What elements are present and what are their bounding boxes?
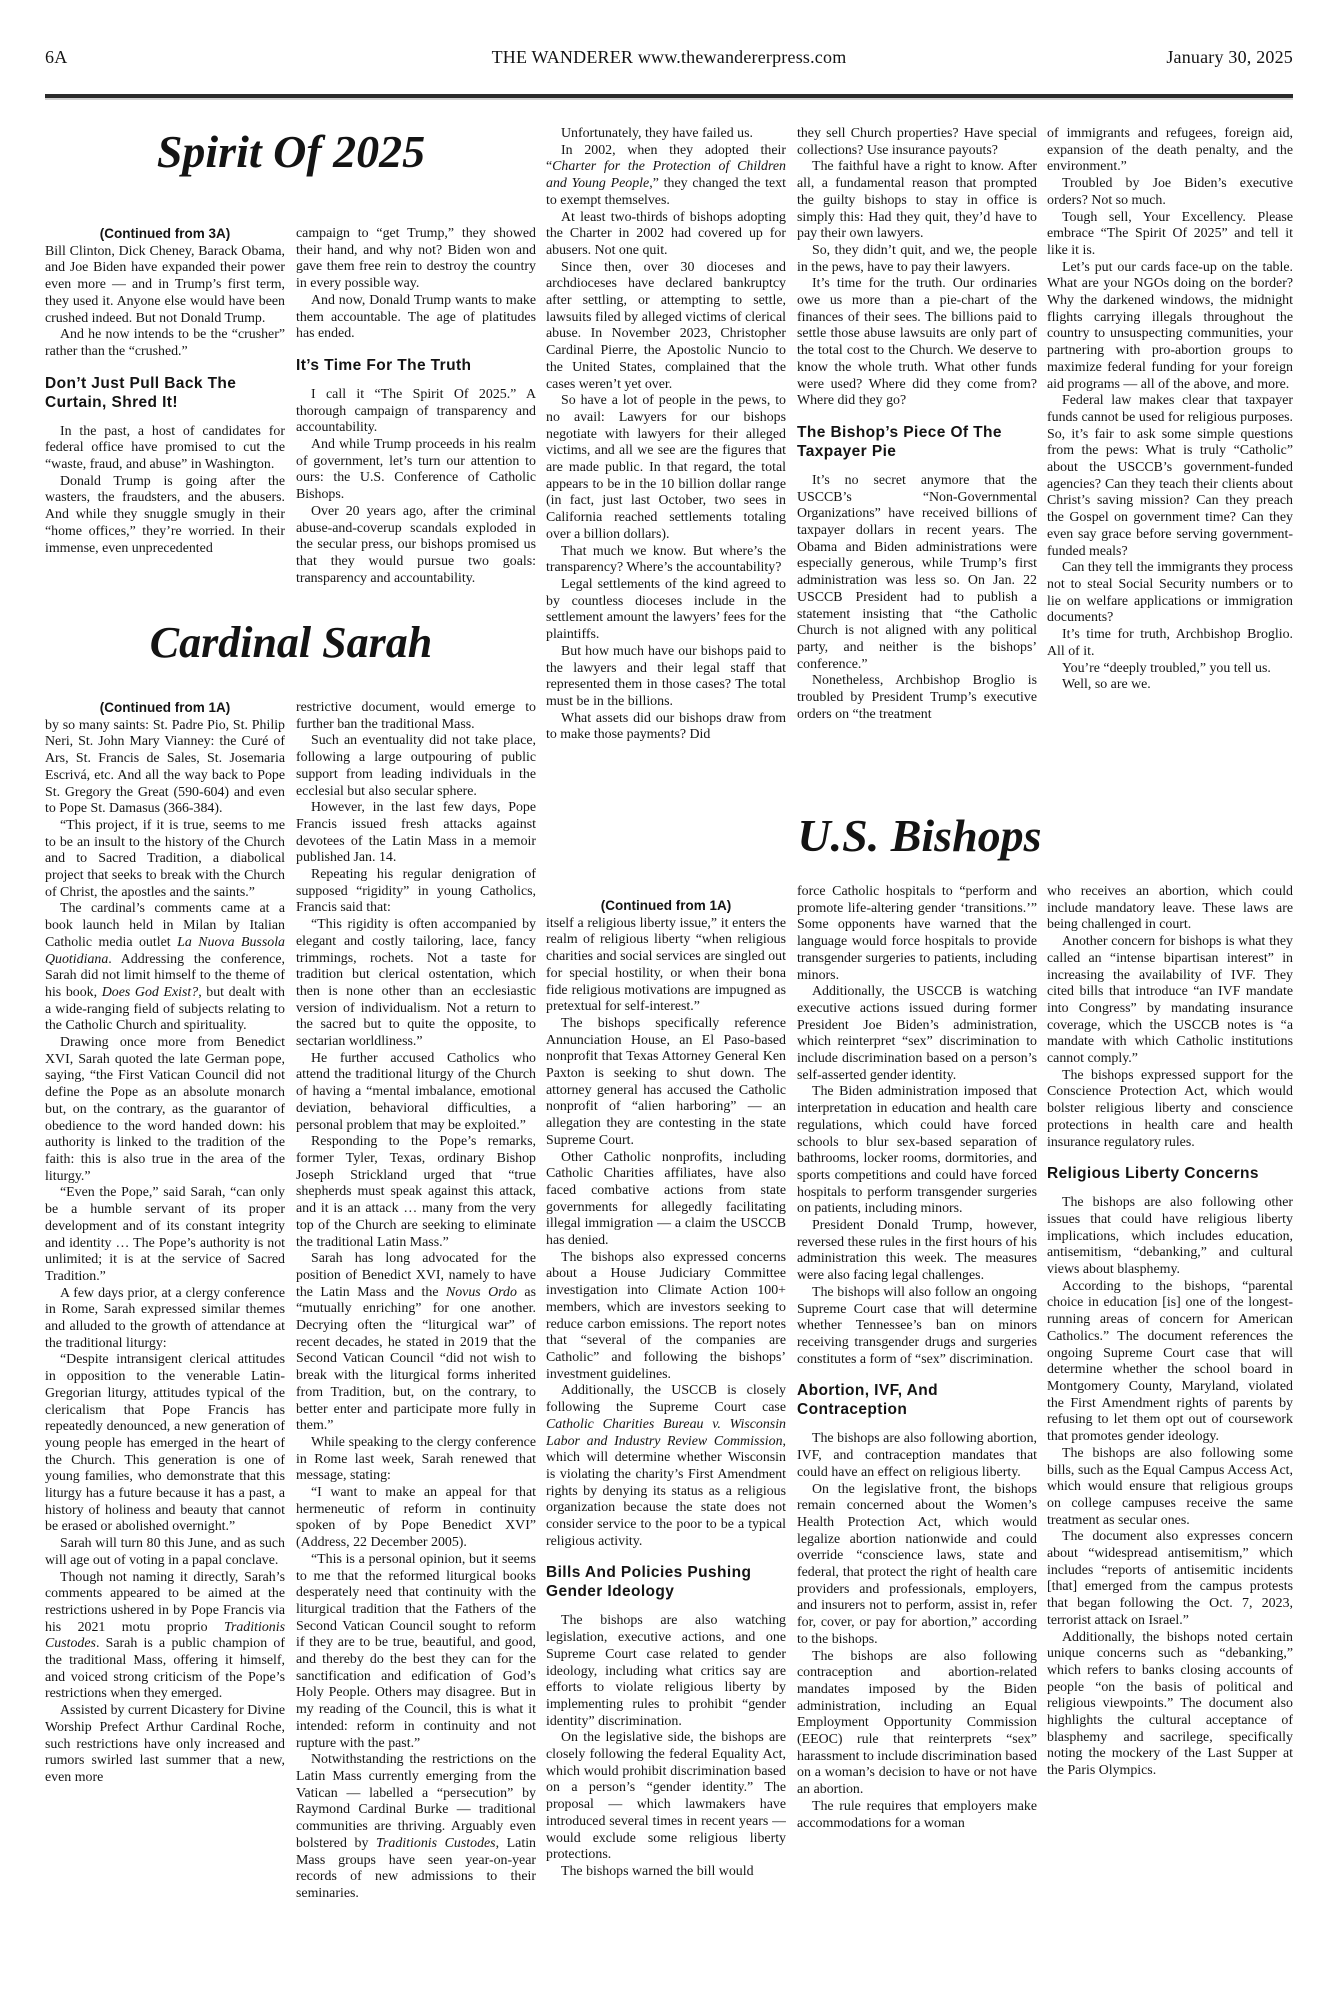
article-paragraph: Legal settlements of the kind agreed to by countless dioceses include in the settlement amount the lawyers’ fees for the plaintiffs. [546, 576, 786, 643]
section-subhead: Abortion, IVF, And Contraception [797, 1382, 938, 1419]
article-column [296, 226, 536, 640]
article-paragraph: Additionally, the USCCB is watching executive actions issued during former President Joe Biden’s administration, which reinterpret “sex” discrimination to include discrimination based on a person’s self-asserted gender identity. [797, 984, 1037, 1083]
article-column [45, 226, 285, 640]
article-paragraph: Well, so are we. [1062, 677, 1151, 693]
article-paragraph: by so many saints: St. Padre Pio, St. Philip Neri, St. John Mary Vianney: the Curé of Ars, St. Francis de Sales, St. Josemaria Escrivá, etc. And all the way back to Pope St. Gregory the Great (590-604) and even to Pope St. Damasus (366-384). [45, 717, 285, 817]
article-paragraph: force Catholic hospitals to “perform and promote life-altering gender ‘transitions.’” Some opponents have warned that the language would force hospitals to provide transgender surgeries to patients, including minors. [797, 884, 1037, 983]
article-column [296, 700, 536, 1962]
section-subhead: Don’t Just Pull Back The Curtain, Shred It! [45, 374, 237, 411]
article-paragraph: Another concern for bishops is what they called an “intense bipartisan interest” in increasing the availability of IVF. They cited bills that introduce “an IVF mandate into Congress” by mandating insurance coverage, which the USCCB notes is “a mandate with which Catholic institutions cannot comply.” [1047, 934, 1293, 1067]
article-paragraph: Can they tell the immigrants they process not to steal Social Security numbers or to lie on welfare applications or immigration documents? [1047, 560, 1293, 626]
article-paragraph: Though not naming it directly, Sarah’s comments appeared to be aimed at the restrictions ushered in by Pope Francis via his 2021 motu proprio Traditionis Custodes. Sarah is a public champion of the traditional Mass, offering it himself, and voiced strong criticism of the Pope’s restrictions when they emerged. [45, 1569, 285, 1702]
article-paragraph: Sarah will turn 80 this June, and as such will age out of voting in a papal conclave. [45, 1536, 285, 1568]
article-paragraph: who receives an abortion, which could include mandatory leave. These laws are being challenged in court. [1047, 884, 1293, 933]
article-paragraph: On the legislative side, the bishops are closely following the federal Equality Act, which would prohibit discrimination based on a person’s “gender identity.” The proposal — which lawmakers have introduced several times in recent years — would exclude some religious liberty protections. [546, 1730, 786, 1863]
article-paragraph: And he now intends to be the “crusher” rather than the “crushed.” [45, 327, 285, 359]
article-paragraph: Responding to the Pope’s remarks, former Tyler, Texas, ordinary Bishop Joseph Strickland urged that “true shepherds must speak against this attack, and it is an attack … many from the very top of the Church are seeking to eliminate the traditional Latin Mass.” [296, 1134, 536, 1250]
article-paragraph: Additionally, the USCCB is closely following the Supreme Court case Catholic Charities Bureau v. Wisconsin Labor and Industry Review Commission, which will determine whether Wisconsin is violating the charity’s First Amendment rights by denying its status as a religious organization because the state does not consider service to the poor to be a typical religious activity. [546, 1383, 786, 1549]
article-paragraph: The faithful have a right to know. After all, a fundamental reason that prompted the guilty bishops to stay in office is simply this: Had they quit, they’d have to pay their own lawyers. [797, 159, 1037, 242]
article-paragraph: In 2002, when they adopted their “Charter for the Protection of Children and Young People,” they changed the text to exempt themselves. [546, 142, 786, 208]
article-paragraph: The bishops specifically reference Annunciation House, an El Paso-based nonprofit that Texas Attorney General Ken Paxton is seeking to shut down. The attorney general has accused the Catholic nonprofit of “alien harboring” — an allegation they are contesting in the state Supreme Court. [546, 1015, 786, 1148]
article-paragraph: What assets did our bishops draw from to make those payments? Did [546, 710, 786, 743]
article-paragraph: In the past, a host of candidates for federal office have promised to cut the “waste, fraud, and abuse” in Washington. [45, 423, 285, 473]
article-paragraph: He further accused Catholics who attend the traditional liturgy of the Church of having a “mental imbalance, emotional deviation, behavioral difficulties, a personal problem that may be exploited.” [296, 1050, 536, 1133]
article-paragraph: So have a lot of people in the pews, to no avail: Lawyers for our bishops negotiate with lawyers for their alleged victims, and all we see are the figures that are made public. In that regard, the total appears to be in the 10 billion dollar range (in fact, just last October, two sees in California reached settlements totaling over a billion dollars). [546, 393, 786, 542]
article-paragraph: The bishops are also watching legislation, executive actions, and one Supreme Court case related to gender ideology, including what critics say are efforts to violate religious liberty by implementing rules to prohibit “gender identity” discrimination. [546, 1613, 786, 1729]
article-title-us-bishops: U.S. Bishops [797, 810, 1042, 861]
article-column [1047, 126, 1293, 802]
article-paragraph: of immigrants and refugees, foreign aid, expansion of the death penalty, and the environment.” [1047, 126, 1293, 175]
article-column [797, 126, 1037, 802]
article-paragraph: “This is a personal opinion, but it seems to me that the reformed liturgical books desperately need that continuity with the liturgical tradition that the Fathers of the Second Vatican Council sought to reform if they are to be true, beautiful, and good, and thereby do the best they can for the sanctification and edification of God’s Holy People. Others may disagree. But in my reading of the Council, this is what it intended: reform in continuity and not rupture with the past.” [296, 1551, 536, 1751]
article-paragraph: The rule requires that employers make accommodations for a woman [797, 1798, 1037, 1831]
article-paragraph: “This rigidity is often accompanied by elegant and costly tailoring, lace, fancy trimmings, rochets. Not a taste for tradition but clerical ostentation, which then is none other than an ecclesiastic version of individualism. Not a return to the sacred but to quite the opposite, to sectarian worldliness.” [296, 917, 536, 1050]
continued-from-note: (Continued from 3A) [99, 226, 231, 241]
article-paragraph: The bishops are also following other issues that could have religious liberty implications, which includes education, antisemitism, “debanking,” and cultural views about blasphemy. [1047, 1195, 1293, 1278]
article-paragraph: Sarah has long advocated for the position of Benedict XVI, namely to have the Latin Mass and the Novus Ordo as “mutually enriching” for one another. Decrying often the “liturgical war” of recent decades, he stated in 2019 that the Second Vatican Council “did not wish to break with the liturgical forms inherited from Tradition, but, on the contrary, to better enter and participate more fully in them.” [296, 1251, 536, 1434]
page-number: 6A [45, 47, 68, 67]
continued-from-note: (Continued from 1A) [600, 898, 732, 913]
article-paragraph: Drawing once more from Benedict XVI, Sarah quoted the late German pope, saying, “the First Vatican Council did not define the Pope as an absolute monarch but, on the contrary, as the guarantor of obedience to the word handed down: his authority is linked to the tradition of the faith: this is also true in the area of the liturgy.” [45, 1035, 285, 1184]
article-paragraph: “This project, if it is true, seems to me to be an insult to the history of the Church and to Sacred Tradition, a diabolical project that seeks to break with the Church of Christ, the apostles and the saints.” [45, 817, 285, 900]
article-paragraph: The Biden administration imposed that interpretation in education and health care regulations, which could have forced schools to blur sex-based separation of bathrooms, locker rooms, dormitories, and sports competitions and could have forced hospitals to perform transgender surgeries on patients, including minors. [797, 1084, 1037, 1217]
article-paragraph: Since then, over 30 dioceses and archdioceses have declared bankruptcy after settling, or attempting to settle, lawsuits filed by alleged victims of clerical abuse. In November 2023, Christopher Cardinal Pierre, the Apostolic Nuncio to the United States, complained that the cases weren’t yet over. [546, 259, 786, 392]
article-paragraph: You’re “deeply troubled,” you tell us. [1062, 660, 1271, 676]
section-subhead: Bills And Policies Pushing Gender Ideology [546, 1564, 752, 1601]
article-paragraph: itself a religious liberty issue,” it enters the realm of religious liberty “when religious charities and social services are singled out for special hostility, or when their bona fide religious motivations are impugned as pretextual for self-interest.” [546, 915, 786, 1015]
article-paragraph: Over 20 years ago, after the criminal abuse-and-coverup scandals exploded in the secular press, our bishops promised us that they would pursue two goals: transparency and accountability. [296, 503, 536, 586]
article-paragraph: That much we know. But where’s the transparency? Where’s the accountability? [546, 543, 786, 576]
article-paragraph: And while Trump proceeds in his realm of government, let’s turn our attention to ours: the U.S. Conference of Catholic Bishops. [296, 437, 536, 503]
article-paragraph: Nonetheless, Archbishop Broglio is troubled by President Trump’s executive orders on “the treatment [797, 673, 1037, 722]
article-paragraph: Bill Clinton, Dick Cheney, Barack Obama, and Joe Biden have expanded their power even more — and in Trump’s first term, they used it. Anyone else would have been crushed indeed. But not Donald Trump. [45, 243, 285, 326]
article-title-cardinal-sarah: Cardinal Sarah [149, 618, 433, 667]
article-paragraph: “Despite intransigent clerical attitudes in opposition to the venerable Latin-Gregorian liturgy, attitudes typical of the clericalism that Pope Francis has repeatedly denounced, a new generation of young people has emerged in the heart of the Church. This generation is one of young families, who demonstrate that this liturgy has a future because it has a past, a history of holiness and beauty that cannot be erased or abolished overnight.” [45, 1352, 285, 1535]
article-paragraph: Unfortunately, they have failed us. [561, 126, 753, 141]
article-paragraph: Notwithstanding the restrictions on the Latin Mass currently emerging from the Vatican — labelled a “persecution” by Raymond Cardinal Burke — traditional communities are thriving. Arguably even bolstered by Traditionis Custodes, Latin Mass groups have seen year-on-year records of new admissions to their seminaries. [296, 1752, 536, 1901]
article-paragraph: Other Catholic nonprofits, including Catholic Charities affiliates, have also faced combative actions from state governments for allegedly facilitating illegal immigration — a claim the USCCB has denied. [546, 1149, 786, 1249]
article-column [1047, 884, 1293, 1962]
section-subhead: Religious Liberty Concerns [1047, 1165, 1259, 1183]
article-title-spirit-of-2025: Spirit Of 2025 [156, 126, 426, 177]
article-paragraph: Assisted by current Dicastery for Divine Worship Prefect Arthur Cardinal Roche, such restrictions have only increased and rumors swirled last summer that a new, even more [45, 1703, 285, 1785]
article-paragraph: A few days prior, at a clergy conference in Rome, Sarah expressed similar themes and alluded to the growth of attendance at the traditional liturgy: [45, 1285, 285, 1351]
article-paragraph: The bishops are also following contraception and abortion-related mandates imposed by the Biden administration, including an Equal Employment Opportunity Commission (EEOC) rule that reinterprets “sex” harassment to include discrimination based on a woman’s decision to have or not have an abortion. [797, 1648, 1037, 1798]
article-paragraph: Donald Trump is going after the wasters, the fraudsters, and the abusers. And while they snuggle smugly in their “home offices,” they’re worried. In their immense, even unprecedented [45, 473, 285, 556]
article-paragraph: The document also expresses concern about “widespread antisemitism,” which includes “reports of antisemitic incidents [that] emerged from the campus protests that began following the Oct. 7, 2023, terrorist attack on Israel.” [1047, 1529, 1293, 1628]
article-paragraph: According to the bishops, “parental choice in education [is] one of the longest-running areas of concern for American Catholics.” The document references the ongoing Supreme Court case that will determine whether the school board in Montgomery County, Maryland, violated the First Amendment rights of parents by refusing to let them opt out of coursework that promotes gender ideology. [1047, 1278, 1293, 1445]
article-paragraph: The bishops will also follow an ongoing Supreme Court case that will determine whether Tennessee’s ban on minors receiving transgender drugs and surgeries constitutes a form of “sex” discrimination. [797, 1284, 1037, 1367]
article-paragraph: Tough sell, Your Excellency. Please embrace “The Spirit Of 2025” and tell it like it is. [1047, 209, 1293, 258]
issue-date: January 30, 2025 [1166, 47, 1293, 67]
article-paragraph: “I want to make an appeal for that hermeneutic of reform in continuity spoken of by Pope Benedict XVI” (Address, 22 December 2005). [296, 1485, 536, 1551]
article-paragraph: “Even the Pope,” said Sarah, “can only be a humble servant of its proper development and of its constant integrity and identity … The Pope’s authority is not unlimited; it is at the service of Sacred Tradition.” [45, 1185, 285, 1284]
article-paragraph: While speaking to the clergy conference in Rome last week, Sarah renewed that message, stating: [296, 1434, 536, 1484]
article-paragraph: It’s time for the truth. Our ordinaries owe us more than a pie-chart of the finances of their sees. The billions paid to settle those abuse lawsuits are only part of the total cost to the Church. We deserve to know the whole truth. What other funds were used? Where did they come from? Where did they go? [797, 276, 1037, 409]
article-paragraph: And now, Donald Trump wants to make them accountable. The age of platitudes has ended. [296, 292, 536, 342]
article-paragraph: they sell Church properties? Have special collections? Use insurance payouts? [797, 126, 1037, 158]
article-paragraph: Additionally, the bishops noted certain unique concerns such as “debanking,” which refers to banks closing accounts of people “on the basis of political and religious viewpoints.” The document also highlights the cultural acceptance of blasphemy and sacrilege, specifically noting the mockery of the Last Supper at the Paris Olympics. [1047, 1629, 1293, 1779]
article-paragraph: campaign to “get Trump,” they showed their hand, and why not? Biden won and gave them free rein to destroy the country in every possible way. [296, 226, 536, 292]
section-subhead: The Bishop’s Piece Of The Taxpayer Pie [797, 423, 1002, 460]
section-subhead: It’s Time For The Truth [296, 356, 472, 374]
article-paragraph: The bishops are also following some bills, such as the Equal Campus Access Act, which would ensure that religious groups on college campuses receive the same treatment as secular ones. [1047, 1445, 1293, 1528]
article-paragraph: However, in the last few days, Pope Francis issued fresh attacks against devotees of the Latin Mass in a memoir published Jan. 14. [296, 800, 536, 866]
article-paragraph: At least two-thirds of bishops adopting the Charter in 2002 had covered up for abusers. Not one quit. [546, 209, 786, 258]
article-paragraph: The bishops warned the bill would [561, 1863, 754, 1879]
article-paragraph: President Donald Trump, however, reversed these rules in the first hours of his administration this week. The measures were also facing legal challenges. [797, 1218, 1037, 1284]
article-paragraph: Let’s put our cards face-up on the table. What are your NGOs doing on the border? Why the darkened windows, the midnight flights carrying illegals throughout the country to unsuspecting communities, your partnering with pro-abortion groups to maximize federal funding for your foreign aid programs — all of the above, and more. [1047, 259, 1293, 392]
article-paragraph: restrictive document, would emerge to further ban the traditional Mass. [296, 700, 536, 732]
article-paragraph: On the legislative front, the bishops remain concerned about the Women’s Health Protection Act, which would legalize abortion nationwide and could override “conscience laws, state and federal, that protect the right of health care providers and professionals, employers, and insurers not to perform, assist in, refer for, cover, or pay for abortion,” according to the bishops. [797, 1481, 1037, 1647]
header-rule [45, 94, 1293, 98]
article-paragraph: The bishops are also following abortion, IVF, and contraception mandates that could have an effect on religious liberty. [797, 1431, 1037, 1480]
article-paragraph: Such an eventuality did not take place, following a large outpouring of public support from leading individuals in the ecclesial but also secular sphere. [296, 733, 536, 799]
article-column [797, 884, 1037, 1962]
article-paragraph: Repeating his regular denigration of supposed “rigidity” in young Catholics, Francis said that: [296, 867, 536, 916]
article-paragraph: Federal law makes clear that taxpayer funds cannot be used for religious purposes. So, it’s fair to ask some simple questions from the pews: What is truly “Catholic” about the USCCB’s government-funded agencies? Can they teach their clients about Christ’s saving mission? Can they preach the Gospel on government time? Can they even say grace before serving government-funded meals? [1047, 393, 1293, 559]
article-paragraph: The cardinal’s comments came at a book launch held in Milan by Italian Catholic media outlet La Nuova Bussola Quotidiana. Addressing the conference, Sarah did not limit himself to the theme of his book, Does God Exist?, but dealt with a wide-ranging field of subjects relating to the Catholic Church and spirituality. [45, 901, 285, 1034]
article-paragraph: The bishops also expressed concerns about a House Judiciary Committee investigation into Climate Action 100+ members, which are investors seeking to reduce carbon emissions. The report notes that “several of the companies are Catholic” and following the bishops’ investment guidelines. [546, 1249, 786, 1382]
article-paragraph: Troubled by Joe Biden’s executive orders? Not so much. [1047, 176, 1293, 208]
article-paragraph: It’s time for truth, Archbishop Broglio. All of it. [1047, 627, 1293, 659]
article-paragraph: So, they didn’t quit, and we, the people in the pews, have to pay their lawyers. [797, 242, 1037, 275]
masthead: THE WANDERER www.thewandererpress.com [491, 47, 847, 67]
article-paragraph: The bishops expressed support for the Conscience Protection Act, which would bolster religious liberty and conscience protections in health care and health insurance regulatory rules. [1047, 1067, 1293, 1150]
article-column [546, 898, 786, 1962]
article-paragraph: I call it “The Spirit Of 2025.” A thorough campaign of transparency and accountability. [296, 386, 536, 436]
article-column [45, 700, 285, 1962]
continued-from-note: (Continued from 1A) [99, 700, 231, 715]
article-paragraph: It’s no secret anymore that the USCCB’s “Non-Governmental Organizations” have received billions of taxpayer dollars in recent years. The Obama and Biden administrations were especially generous, while Trump’s first administration was less so. On Jan. 22 USCCB President had to publish a statement insisting that “the Catholic Church is not aligned with any political party, and neither is the bishops’ conference.” [797, 472, 1037, 672]
article-paragraph: But how much have our bishops paid to the lawyers and their legal staff that represented them in those cases? The total must be in the billions. [546, 643, 786, 709]
article-column [546, 126, 786, 802]
